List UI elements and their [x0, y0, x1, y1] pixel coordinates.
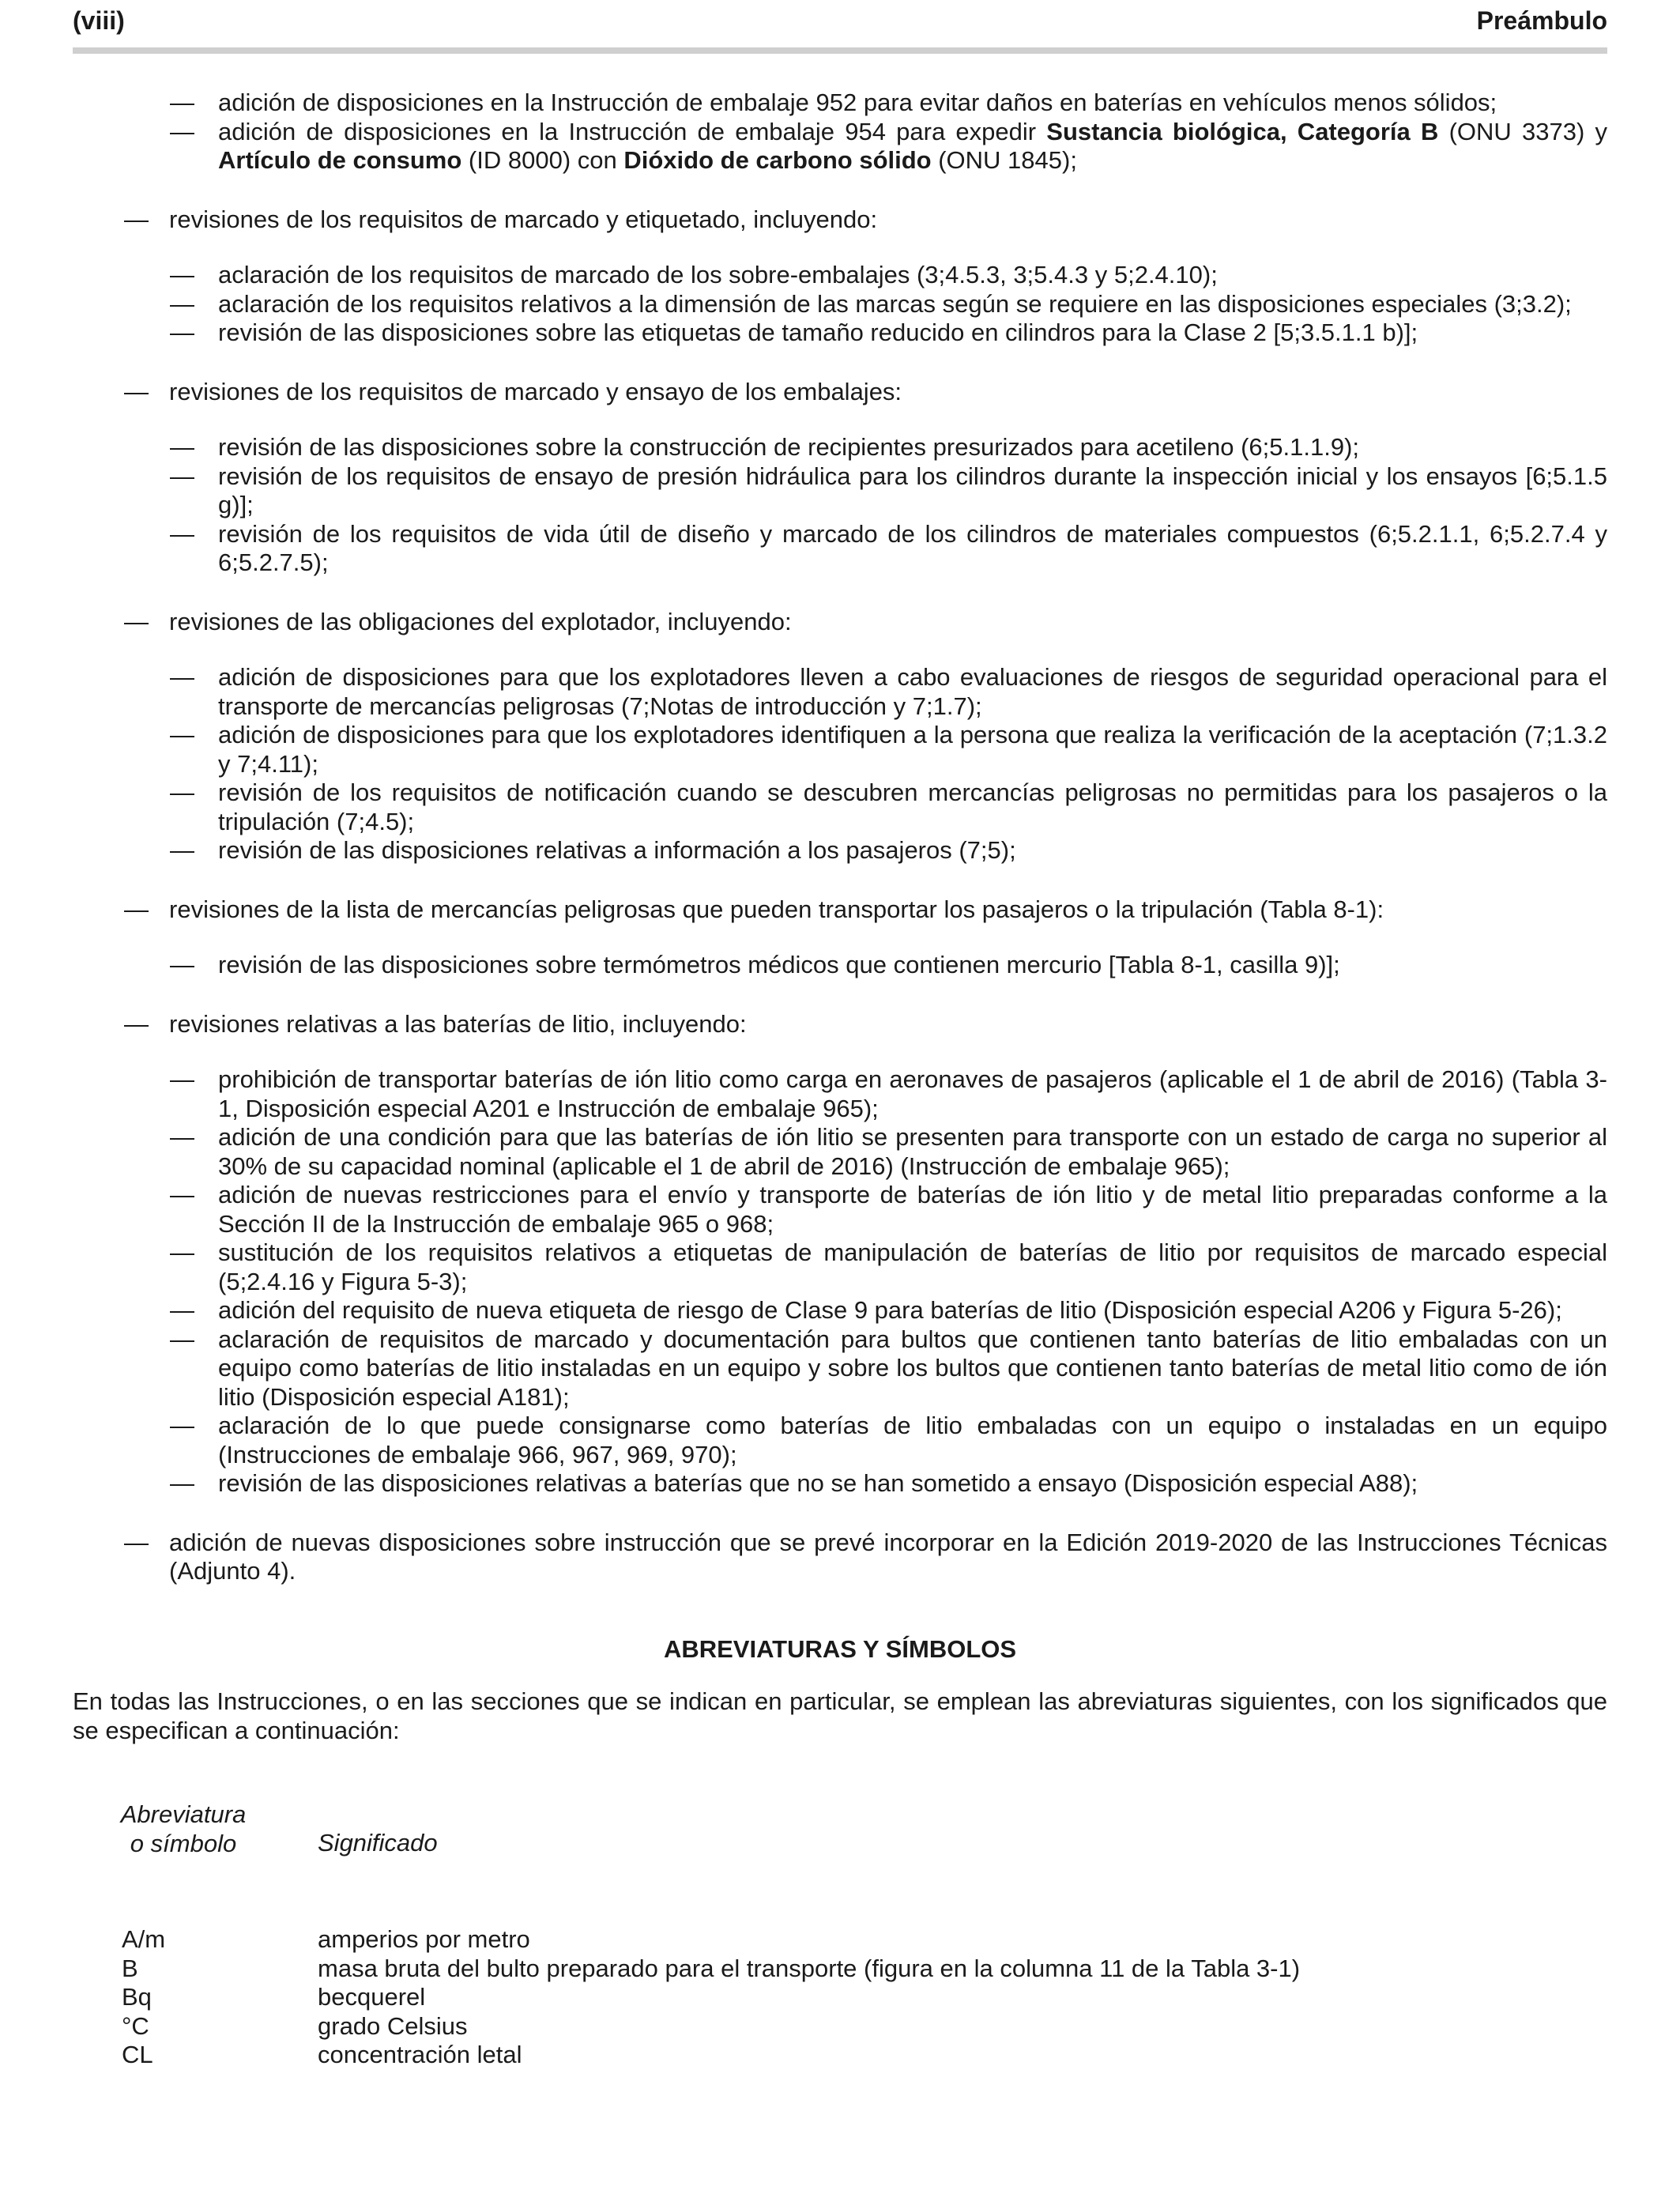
sub-list	[73, 1065, 1607, 1498]
dash-marker: —	[170, 117, 194, 145]
dash-marker: —	[170, 261, 194, 288]
list-item	[73, 1010, 1607, 1039]
page-number: (viii)	[73, 6, 125, 35]
column-header-meaning: Significado	[318, 1829, 438, 1857]
sub-list-item-text: adición de nuevas restricciones para el envío y transporte de baterías de ión litio y de metal litio preparadas conforme a la Sección II de la Instrucción de embalaje 965 o 968;	[218, 1181, 1607, 1238]
dash-marker: —	[170, 289, 194, 318]
sub-list-item	[73, 1296, 1607, 1325]
sub-list-item	[73, 836, 1607, 865]
dash-marker: —	[170, 462, 194, 490]
sub-list-item	[73, 1469, 1607, 1498]
sub-list-item	[73, 520, 1607, 578]
dash-marker: —	[170, 1296, 194, 1324]
sub-list	[73, 261, 1607, 348]
abbreviation-symbol: B	[122, 1954, 138, 1982]
header-divider	[73, 47, 1607, 54]
dash-marker: —	[170, 433, 194, 461]
list-item-text: adición de nuevas disposiciones sobre instrucción que se prevé incorporar en la Edición 2019-2020 de las Instrucciones Técnicas (Adjunto 4).	[169, 1528, 1607, 1585]
chapter-title: Preámbulo	[1476, 6, 1607, 35]
dash-marker: —	[170, 778, 194, 806]
dash-marker: —	[170, 1325, 194, 1353]
abbreviations-heading: ABREVIATURAS Y SÍMBOLOS	[663, 1634, 1017, 1663]
sub-list-item-text: revisión de las disposiciones relativas a baterías que no se han sometido a ensayo (Disposición especial A88);	[218, 1469, 1418, 1497]
abbreviation-symbol: A/m	[122, 1925, 166, 1953]
list-item-text: revisiones de los requisitos de marcado y ensayo de los embalajes:	[169, 377, 902, 405]
column-header-abbreviation	[112, 1800, 254, 1858]
sub-list-item-text: aclaración de requisitos de marcado y documentación para bultos que contienen tanto baterías de litio embaladas con un equipo como baterías de litio instaladas en un equipo y sobre los bultos que contienen tanto baterías de metal litio como de ión litio (Disposición especial A181);	[218, 1325, 1607, 1411]
sub-list-item-text: revisión de los requisitos de notificación cuando se descubren mercancías peligrosas no permitidas para los pasajeros o la tripulación (7;4.5);	[218, 778, 1607, 835]
dash-marker: —	[170, 89, 194, 116]
sub-list-item-text: adición del requisito de nueva etiqueta de riesgo de Clase 9 para baterías de litio (Disposición especial A206 y Figura 5-26);	[218, 1296, 1562, 1324]
abbreviations-table-header	[73, 1800, 1607, 1876]
sub-list-item	[73, 290, 1607, 319]
list-item	[73, 1529, 1607, 1586]
sub-list-item-text: revisión de las disposiciones relativas a información a los pasajeros (7;5);	[218, 836, 1016, 864]
sub-list-item-text: revisión de los requisitos de ensayo de presión hidráulica para los cilindros durante la inspección inicial y los ensayos [6;5.1.5 g)];	[218, 462, 1607, 518]
column-header-abbreviation-line2: o símbolo	[130, 1829, 237, 1857]
dash-marker: —	[170, 1469, 194, 1497]
abbreviation-meaning: concentración letal	[318, 2041, 522, 2068]
dash-marker: —	[170, 836, 194, 864]
sub-list-item-text: adición de una condición para que las baterías de ión litio se presenten para transporte con un estado de carga no superior al 30% de su capacidad nominal (aplicable el 1 de abril de 2016) (Instrucción de embalaje 965);	[218, 1123, 1607, 1180]
list-item	[73, 205, 1607, 235]
sub-list	[73, 951, 1607, 980]
table-row	[73, 2012, 1607, 2041]
abbreviation-symbol: Bq	[122, 1983, 152, 2011]
sub-list-item-text: adición de disposiciones para que los explotadores lleven a cabo evaluaciones de riesgos de seguridad operacional para el transporte de mercancías peligrosas (7;Notas de introducción y 7;1.7);	[218, 663, 1607, 720]
carryover-list	[73, 89, 1607, 175]
list-item-text: revisiones de la lista de mercancías peligrosas que pueden transportar los pasajeros o la tripulación (Tabla 8-1):	[169, 895, 1384, 923]
sub-list-item-text: revisión de las disposiciones sobre termómetros médicos que contienen mercurio [Tabla 8-1, casilla 9)];	[218, 951, 1340, 978]
sub-list-item	[73, 89, 1607, 118]
dash-marker: —	[170, 721, 194, 748]
column-header-abbreviation-line1: Abreviatura	[120, 1800, 247, 1828]
text-run: adición de disposiciones en la Instrucción de embalaje 954 para expedir	[218, 117, 1047, 145]
list-item-text: revisiones de las obligaciones del explotador, incluyendo:	[169, 607, 792, 635]
list-item-text: revisiones de los requisitos de marcado y etiquetado, incluyendo:	[169, 205, 878, 233]
sub-list-item	[73, 118, 1607, 175]
sub-list-item	[73, 1181, 1607, 1238]
sub-list-item-text: revisión de las disposiciones sobre las etiquetas de tamaño reducido en cilindros para la Clase 2 [5;3.5.1.1 b)];	[218, 319, 1418, 346]
text-run: (ID 8000) con	[461, 146, 624, 174]
dash-marker: —	[170, 1123, 194, 1151]
bold-term: Artículo de consumo	[218, 146, 462, 174]
sub-list-item	[73, 1325, 1607, 1412]
sub-list-item	[73, 663, 1607, 721]
sub-list	[73, 433, 1607, 578]
table-row	[73, 2041, 1607, 2070]
sub-list-item-text: adición de disposiciones para que los explotadores identifiquen a la persona que realiza la verificación de la aceptación (7;1.3.2 y 7;4.11);	[218, 721, 1607, 778]
abbreviations-table	[73, 1925, 1607, 2070]
dash-marker: —	[124, 1528, 149, 1556]
sub-list-item	[73, 462, 1607, 520]
table-row	[73, 1955, 1607, 1984]
sub-list-item-text: aclaración de los requisitos de marcado de los sobre-embalajes (3;4.5.3, 3;5.4.3 y 5;2.4.10);	[218, 261, 1218, 288]
sub-list-item	[73, 319, 1607, 348]
text-run: (ONU 1845);	[931, 146, 1077, 174]
dash-marker: —	[124, 377, 149, 405]
revision-sections	[73, 205, 1607, 1586]
list-item	[73, 608, 1607, 637]
dash-marker: —	[170, 1065, 194, 1093]
sub-list-item-text: aclaración de lo que puede consignarse como baterías de litio embaladas con un equipo o instaladas en un equipo (Instrucciones de embalaje 966, 967, 969, 970);	[218, 1412, 1607, 1468]
abbreviation-symbol: CL	[122, 2041, 153, 2068]
dash-marker: —	[170, 1412, 194, 1439]
dash-marker: —	[170, 663, 194, 691]
abbreviation-meaning: becquerel	[318, 1983, 426, 2011]
dash-marker: —	[170, 1238, 194, 1266]
sub-list-item	[73, 1238, 1607, 1296]
sub-list-item	[73, 1123, 1607, 1181]
list-item	[73, 378, 1607, 407]
abbreviation-meaning: grado Celsius	[318, 2011, 468, 2040]
list-item-text: revisiones relativas a las baterías de litio, incluyendo:	[169, 1009, 747, 1038]
sub-list-item	[73, 1412, 1607, 1469]
sub-list-item	[73, 721, 1607, 778]
page-body	[73, 89, 1607, 2070]
sub-list-item-text: prohibición de transportar baterías de ión litio como carga en aeronaves de pasajeros (aplicable el 1 de abril de 2016) (Tabla 3-1, Disposición especial A201 e Instrucción de embalaje 965);	[218, 1065, 1607, 1122]
abbreviation-meaning: masa bruta del bulto preparado para el transporte (figura en la columna 11 de la Tabla 3-1)	[318, 1954, 1301, 1982]
dash-marker: —	[124, 895, 149, 923]
sub-list-item	[73, 1065, 1607, 1123]
dash-marker: —	[170, 1181, 194, 1208]
dash-marker: —	[170, 519, 194, 548]
dash-marker: —	[170, 951, 194, 978]
sub-list	[73, 663, 1607, 865]
abbreviation-meaning: amperios por metro	[318, 1925, 530, 1953]
sub-list-item	[73, 951, 1607, 980]
sub-list-item-text: sustitución de los requisitos relativos a etiquetas de manipulación de baterías de litio por requisitos de marcado especial (5;2.4.16 y Figura 5-3);	[218, 1238, 1607, 1295]
bold-term: Dióxido de carbono sólido	[623, 146, 932, 174]
sub-list-item-text: revisión de las disposiciones sobre la construcción de recipientes presurizados para acetileno (6;5.1.1.9);	[218, 433, 1360, 461]
dash-marker: —	[124, 205, 149, 233]
text-run: (ONU 3373) y	[1438, 117, 1607, 145]
sub-list-item	[73, 261, 1607, 290]
page-header	[73, 6, 1607, 41]
sub-list-item	[73, 433, 1607, 462]
sub-list-item-text: revisión de los requisitos de vida útil de diseño y marcado de los cilindros de materiales compuestos (6;5.2.1.1, 6;5.2.7.4 y 6;5.2.7.5);	[218, 519, 1607, 576]
sub-list-item	[73, 778, 1607, 836]
dash-marker: —	[124, 607, 149, 635]
abbreviations-intro: En todas las Instrucciones, o en las secciones que se indican en particular, se emplean las abreviaturas siguientes, con los significados que se especifican a continuación:	[73, 1687, 1607, 1744]
table-row	[73, 1983, 1607, 2012]
table-row	[73, 1925, 1607, 1955]
dash-marker: —	[124, 1009, 149, 1038]
dash-marker: —	[170, 319, 194, 346]
abbreviation-symbol: °C	[122, 2011, 149, 2040]
list-item	[73, 895, 1607, 925]
sub-list-item-text: aclaración de los requisitos relativos a la dimensión de las marcas según se requiere en las disposiciones especiales (3;3.2);	[218, 289, 1572, 318]
bold-term: Sustancia biológica, Categoría B	[1046, 117, 1439, 145]
text-run: adición de disposiciones en la Instrucción de embalaje 952 para evitar daños en baterías en vehículos menos sólidos;	[218, 89, 1497, 116]
